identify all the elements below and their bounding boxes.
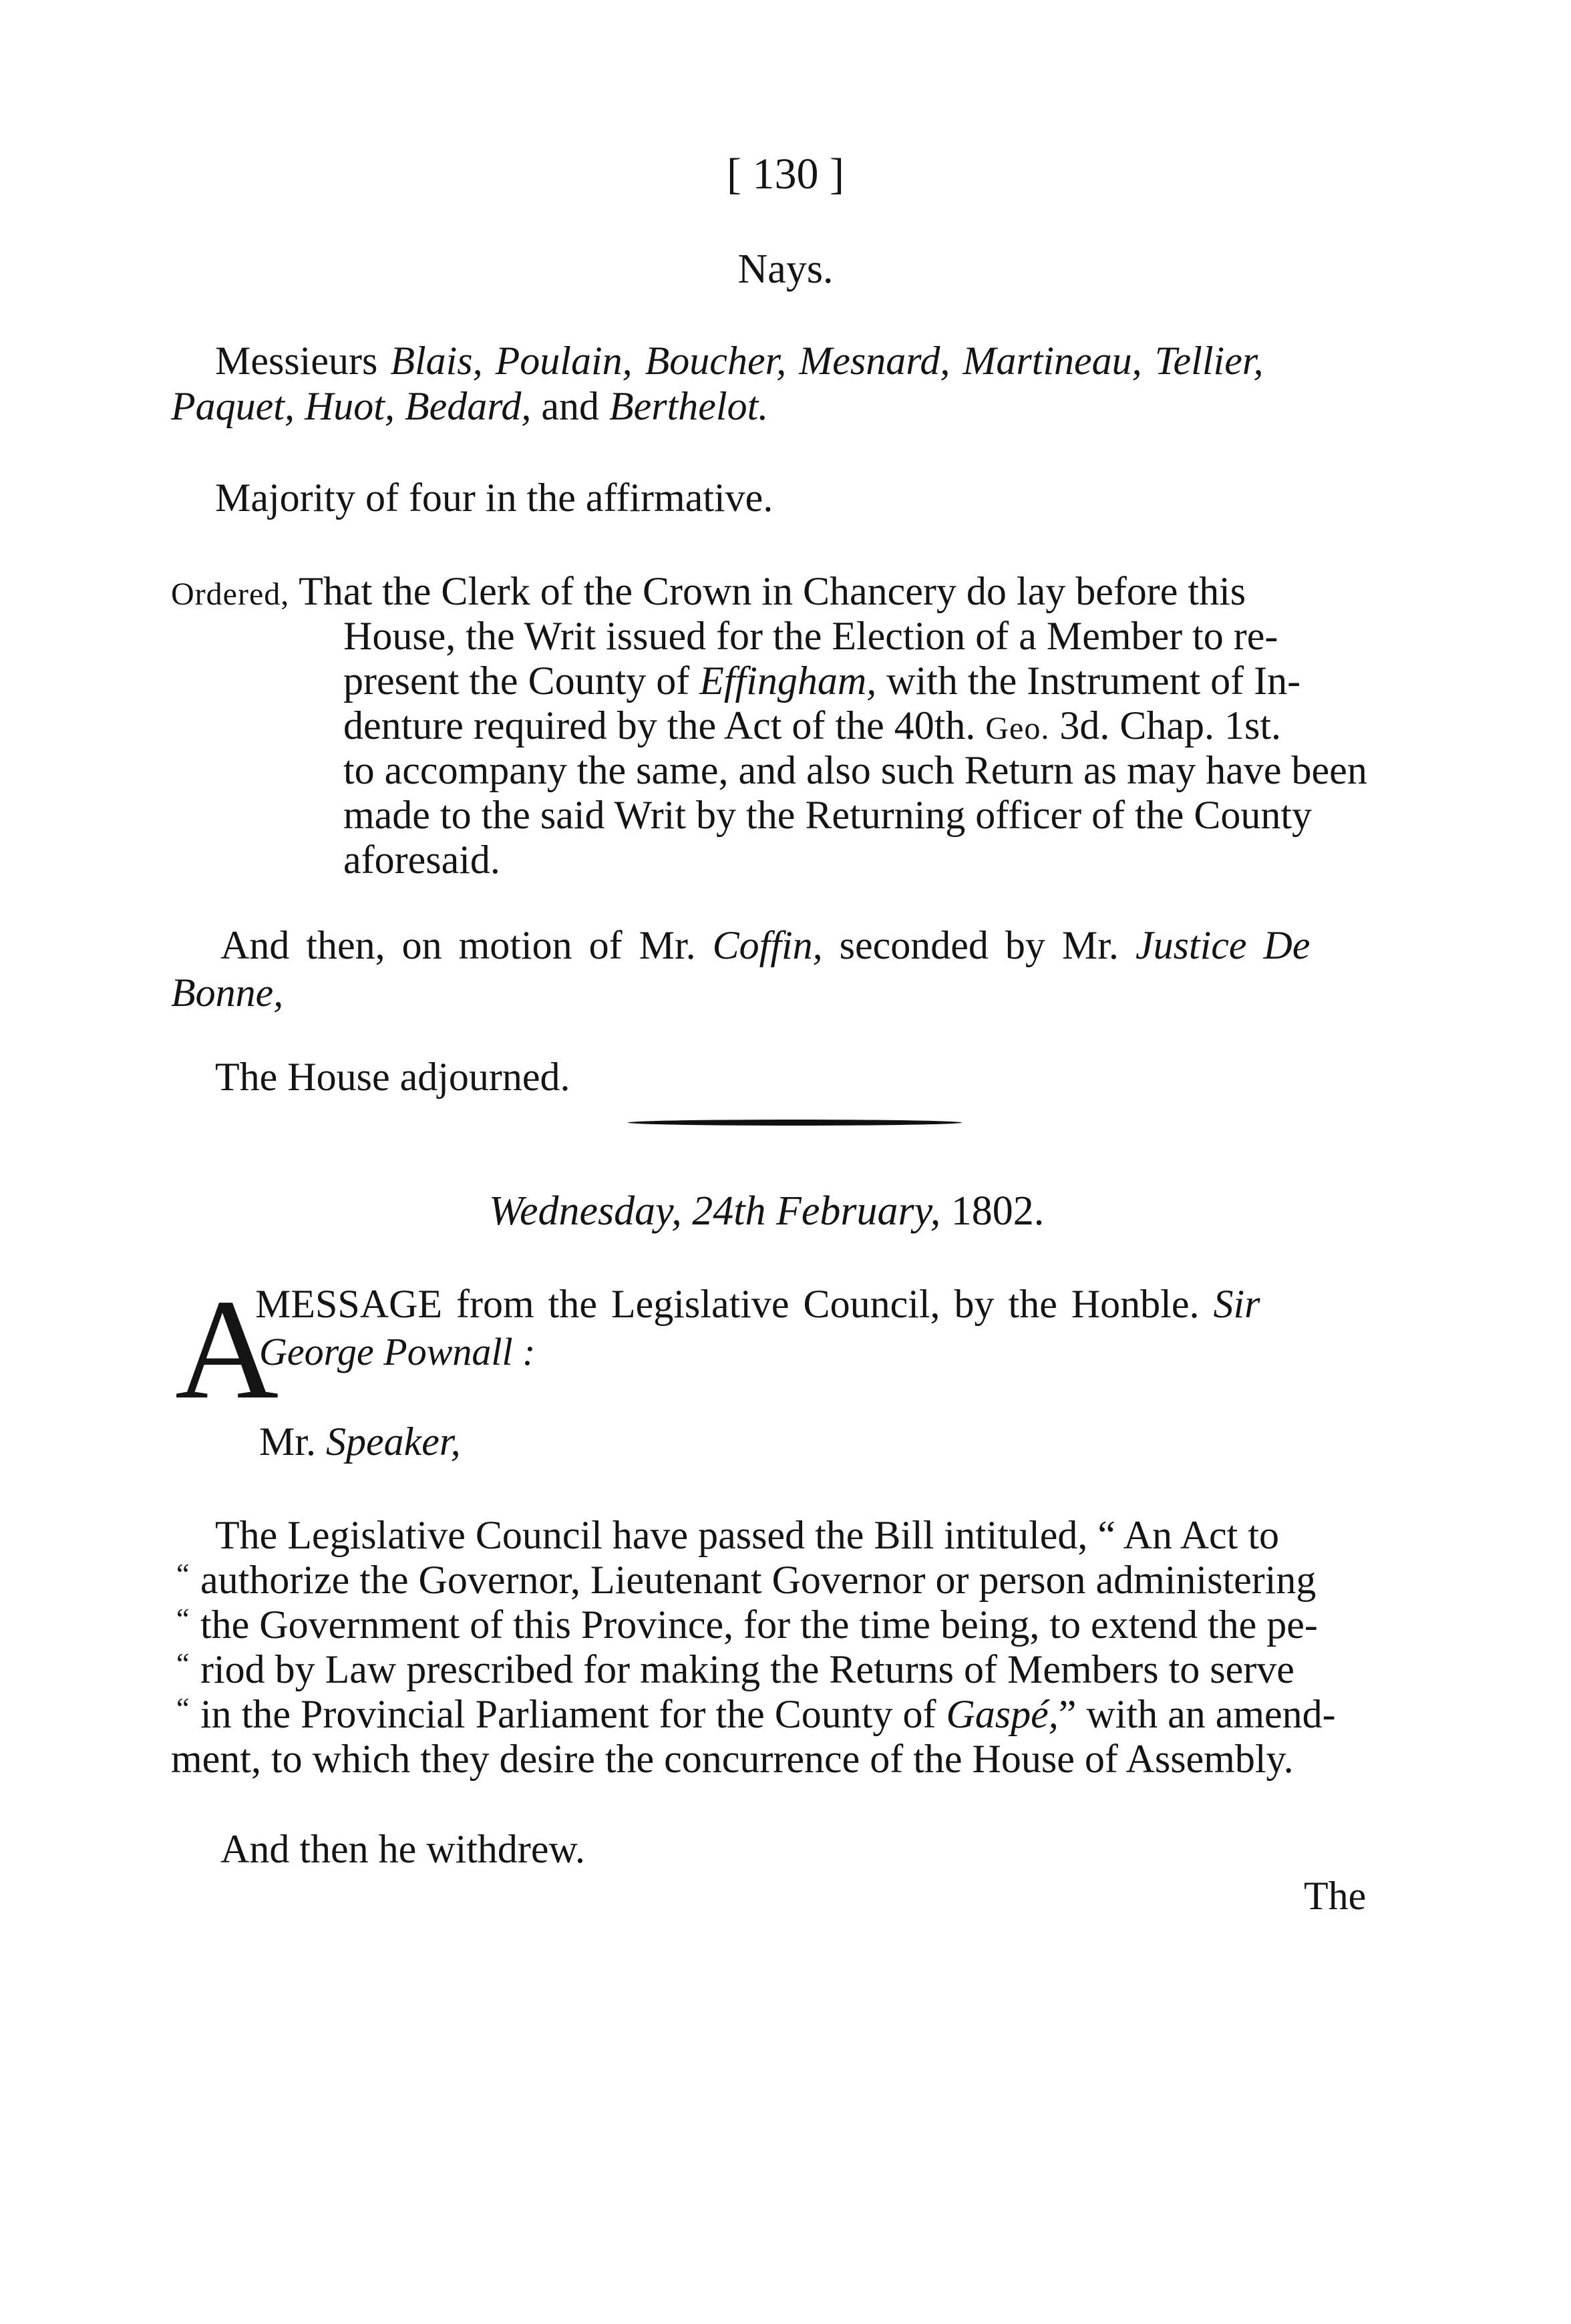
nays-heading: Nays. [737,246,834,292]
ordered-label: Ordered, [171,576,290,612]
quote-mark-4: “ [176,1647,190,1680]
withdrew-line: And then he withdrew. [220,1827,585,1871]
section-divider [628,1120,962,1126]
council-line-1: The Legislative Council have passed the Bill intituled, “ An Act to [215,1513,1280,1557]
quote-mark-3: “ [176,1603,190,1635]
majority-line: Majority of four in the affirmative. [215,476,773,520]
quote-mark-2: “ [176,1558,190,1591]
nays-names-line-2: Paquet, Huot, Bedard, and Berthelot. [171,384,769,428]
motion-line-2: Bonne, [171,971,284,1015]
drop-cap: A [175,1269,279,1429]
council-line-5: in the Provincial Parliament for the County of Gaspé,” with an amend- [200,1692,1336,1736]
ordered-line-6: made to the said Writ by the Returning officer of the County [343,793,1313,837]
ordered-line-3: present the County of Effingham, with the Instrument of In- [343,659,1301,703]
council-line-2: authorize the Governor, Lieutenant Governor or person administering [200,1558,1317,1602]
ordered-line-4: denture required by the Act of the 40th. Geo. 3d. Chap. 1st. [343,703,1282,748]
nays-names-line-1: Messieurs Blais, Poulain, Boucher, Mesnard, Martineau, Tellier, [215,339,1264,383]
council-line-6: ment, to which they desire the concurrence of the House of Assembly. [171,1737,1294,1781]
ordered-line-5: to accompany the same, and also such Return as may have been [343,748,1367,792]
speaker-line: Mr. Speaker, [259,1420,461,1464]
adjourned-line: The House adjourned. [215,1055,570,1099]
message-line-1: MESSAGE from the Legislative Council, by the Honble. Sir [255,1282,1260,1326]
ordered-line-7: aforesaid. [343,838,500,882]
message-line-2: George Pownall : [259,1330,536,1373]
ordered-line-1: Ordered, That the Clerk of the Crown in Chancery do lay before this [171,569,1246,613]
motion-line-1: And then, on motion of Mr. Coffin, seconded by Mr. Justice De [220,923,1311,967]
date-heading: Wednesday, 24th February, 1802. [489,1188,1045,1234]
council-line-4: riod by Law prescribed for making the Returns of Members to serve [200,1647,1294,1691]
catchword: The [1304,1874,1367,1918]
page-number: [ 130 ] [727,150,844,198]
ordered-line-2: House, the Writ issued for the Election of a Member to re- [343,614,1278,658]
council-line-3: the Government of this Province, for the time being, to extend the pe- [200,1603,1318,1647]
quote-mark-5: “ [176,1692,190,1725]
